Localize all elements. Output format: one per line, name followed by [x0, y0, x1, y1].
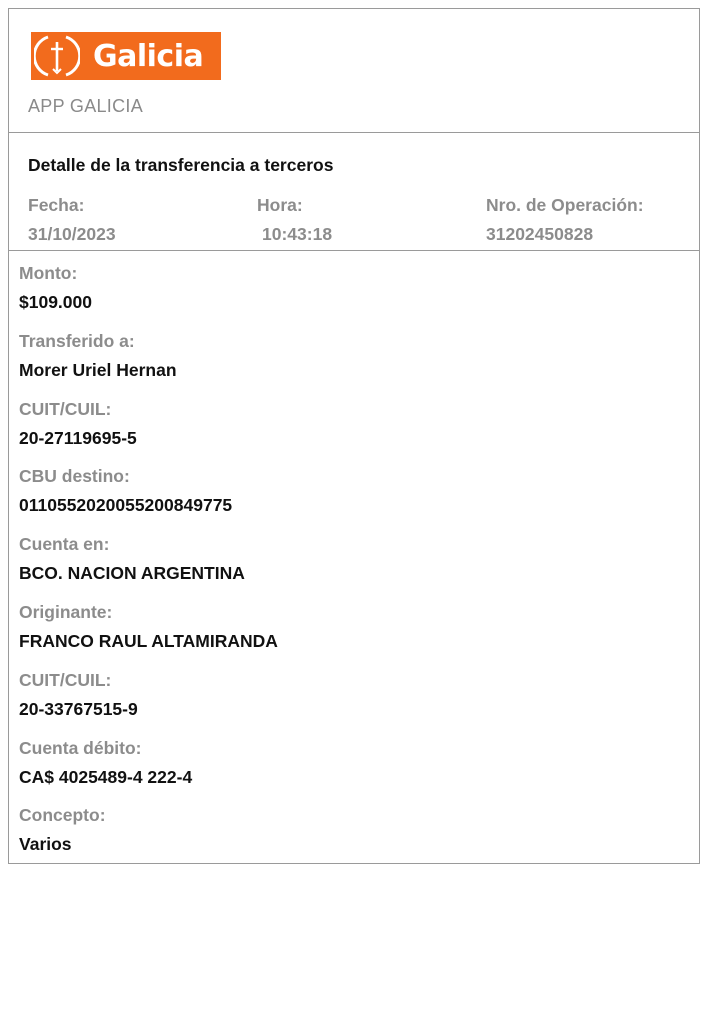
field-monto	[19, 262, 278, 330]
field-cuit-originante	[19, 669, 278, 737]
field-cbu-destino	[19, 465, 278, 533]
field-label: Concepto:	[19, 805, 106, 826]
galicia-emblem-icon	[31, 32, 83, 80]
fecha-value: 31/10/2023	[28, 224, 116, 244]
operacion-label: Nro. de Operación:	[486, 195, 644, 215]
field-cuenta-debito	[19, 737, 278, 805]
transfer-fields	[19, 262, 278, 872]
field-value: $109.000	[19, 292, 92, 312]
field-label: Cuenta débito:	[19, 737, 142, 758]
field-label: Monto:	[19, 263, 78, 283]
app-name: APP GALICIA	[28, 96, 144, 116]
field-label: Transferido a:	[19, 330, 135, 351]
field-cuit-destino	[19, 398, 278, 466]
operacion-column	[486, 195, 644, 245]
field-value: BCO. NACION ARGENTINA	[19, 563, 245, 584]
transfer-detail-section	[9, 133, 699, 251]
field-value: 20-33767515-9	[19, 698, 138, 719]
field-label: CBU destino:	[19, 466, 130, 487]
fecha-label: Fecha:	[28, 195, 85, 215]
field-value: Morer Uriel Hernan	[19, 359, 177, 380]
field-value: 20-27119695-5	[19, 427, 137, 448]
field-value: 0110552020055200849775	[19, 495, 233, 516]
galicia-logo	[31, 32, 221, 80]
hora-column	[257, 195, 332, 245]
field-label: CUIT/CUIL:	[19, 669, 112, 690]
field-value: Varios	[19, 834, 72, 855]
detail-title: Detalle de la transferencia a terceros	[28, 155, 334, 175]
field-label: CUIT/CUIL:	[19, 398, 112, 419]
field-cuenta-en	[19, 533, 278, 601]
field-concepto	[19, 804, 278, 872]
operacion-value: 31202450828	[486, 224, 594, 244]
field-label: Cuenta en:	[19, 534, 110, 555]
fecha-column	[28, 195, 116, 245]
hora-label: Hora:	[257, 195, 303, 215]
field-transferido-a	[19, 330, 278, 398]
field-value: CA$ 4025489-4 222-4	[19, 766, 193, 787]
logo-text: Galicia	[93, 38, 204, 74]
field-originante	[19, 601, 278, 669]
field-value: FRANCO RAUL ALTAMIRANDA	[19, 630, 278, 651]
field-label: Originante:	[19, 601, 113, 622]
hora-value: 10:43:18	[262, 224, 333, 244]
receipt-header	[9, 9, 699, 133]
